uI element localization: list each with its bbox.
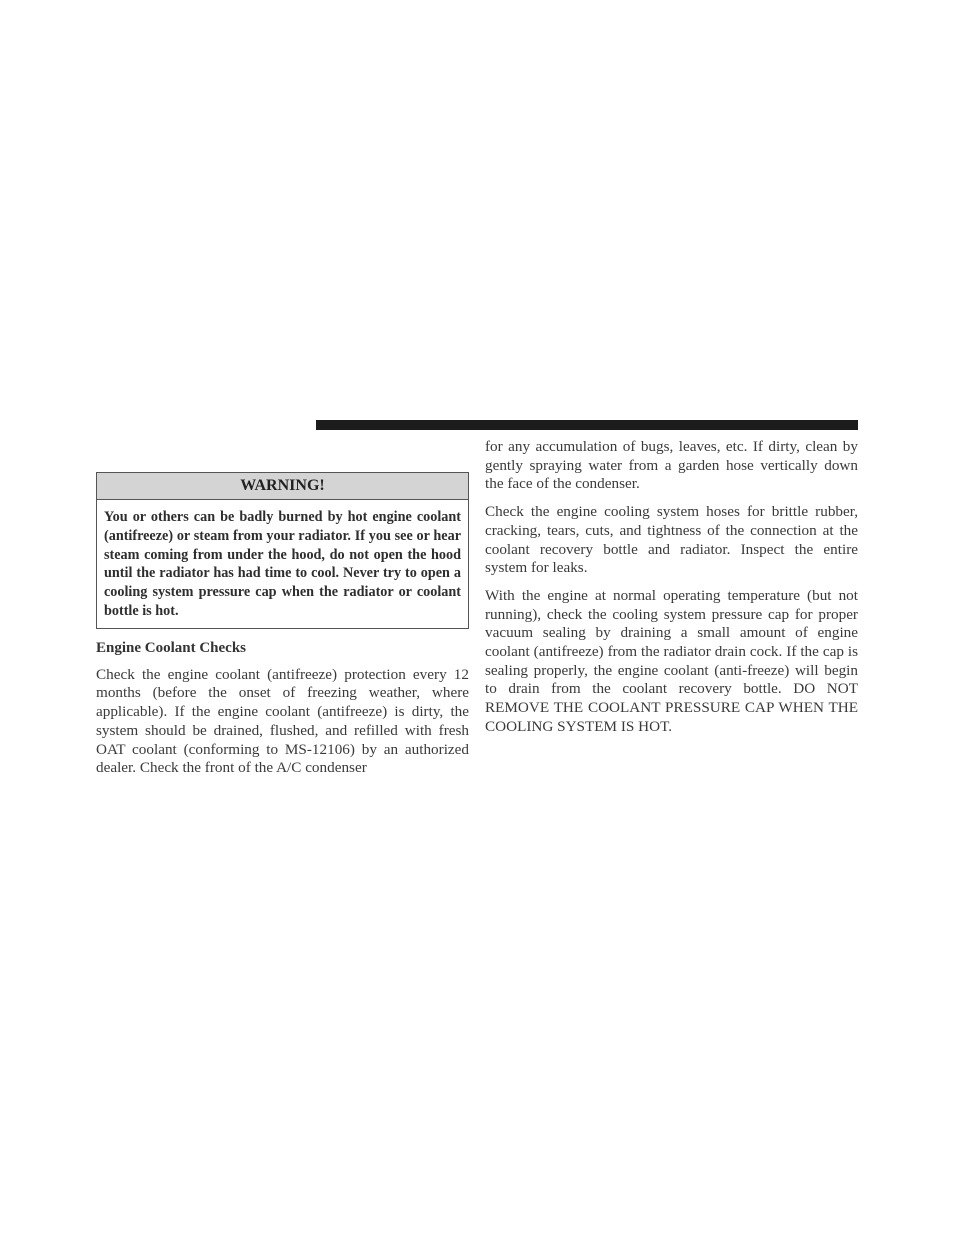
right-column [485,438,858,746]
coolant-check-paragraph: Check the engine coolant (antifreeze) protection every 12 months (before the onset of freezing weather, where applicable). If the engine coolant (antifreeze) is dirty, the system should be drained, flushed, and refilled with fresh OAT coolant (conforming to MS-12106) by an authorized dealer. Check the front of the A/C condenser [96,665,469,777]
warning-text: You or others can be badly burned by hot engine coolant (antifreeze) or steam from your radiator. If you see or hear steam coming from under the hood, do not open the hood until the radiator has had time to cool. Never try to open a cooling system pressure cap when the radiator or coolant bottle is hot. [104,509,461,619]
condenser-paragraph: for any accumulation of bugs, leaves, etc. If dirty, clean by gently spraying water from a garden hose vertically down the face of the condenser. [485,438,858,493]
header-rule [316,420,858,430]
left-column [96,472,469,787]
warning-title: WARNING! [97,473,468,500]
section-heading: Engine Coolant Checks [96,639,247,656]
pressure-cap-paragraph: With the engine at normal operating temperature (but not running), check the cooling system pressure cap for proper vacuum sealing by draining a small amount of engine coolant (antifreeze) from the radiator drain cock. If the cap is sealing properly, the engine coolant (anti-freeze) will begin to drain from the coolant recovery bottle. DO NOT REMOVE THE COOLANT PRESSURE CAP WHEN THE COOLING SYSTEM IS HOT. [485,586,858,735]
warning-box [96,472,469,629]
hoses-paragraph: Check the engine cooling system hoses for brittle rubber, cracking, tears, cuts, and tightness of the connection at the coolant recovery bottle and radiator. Inspect the entire system for leaks. [485,503,858,577]
